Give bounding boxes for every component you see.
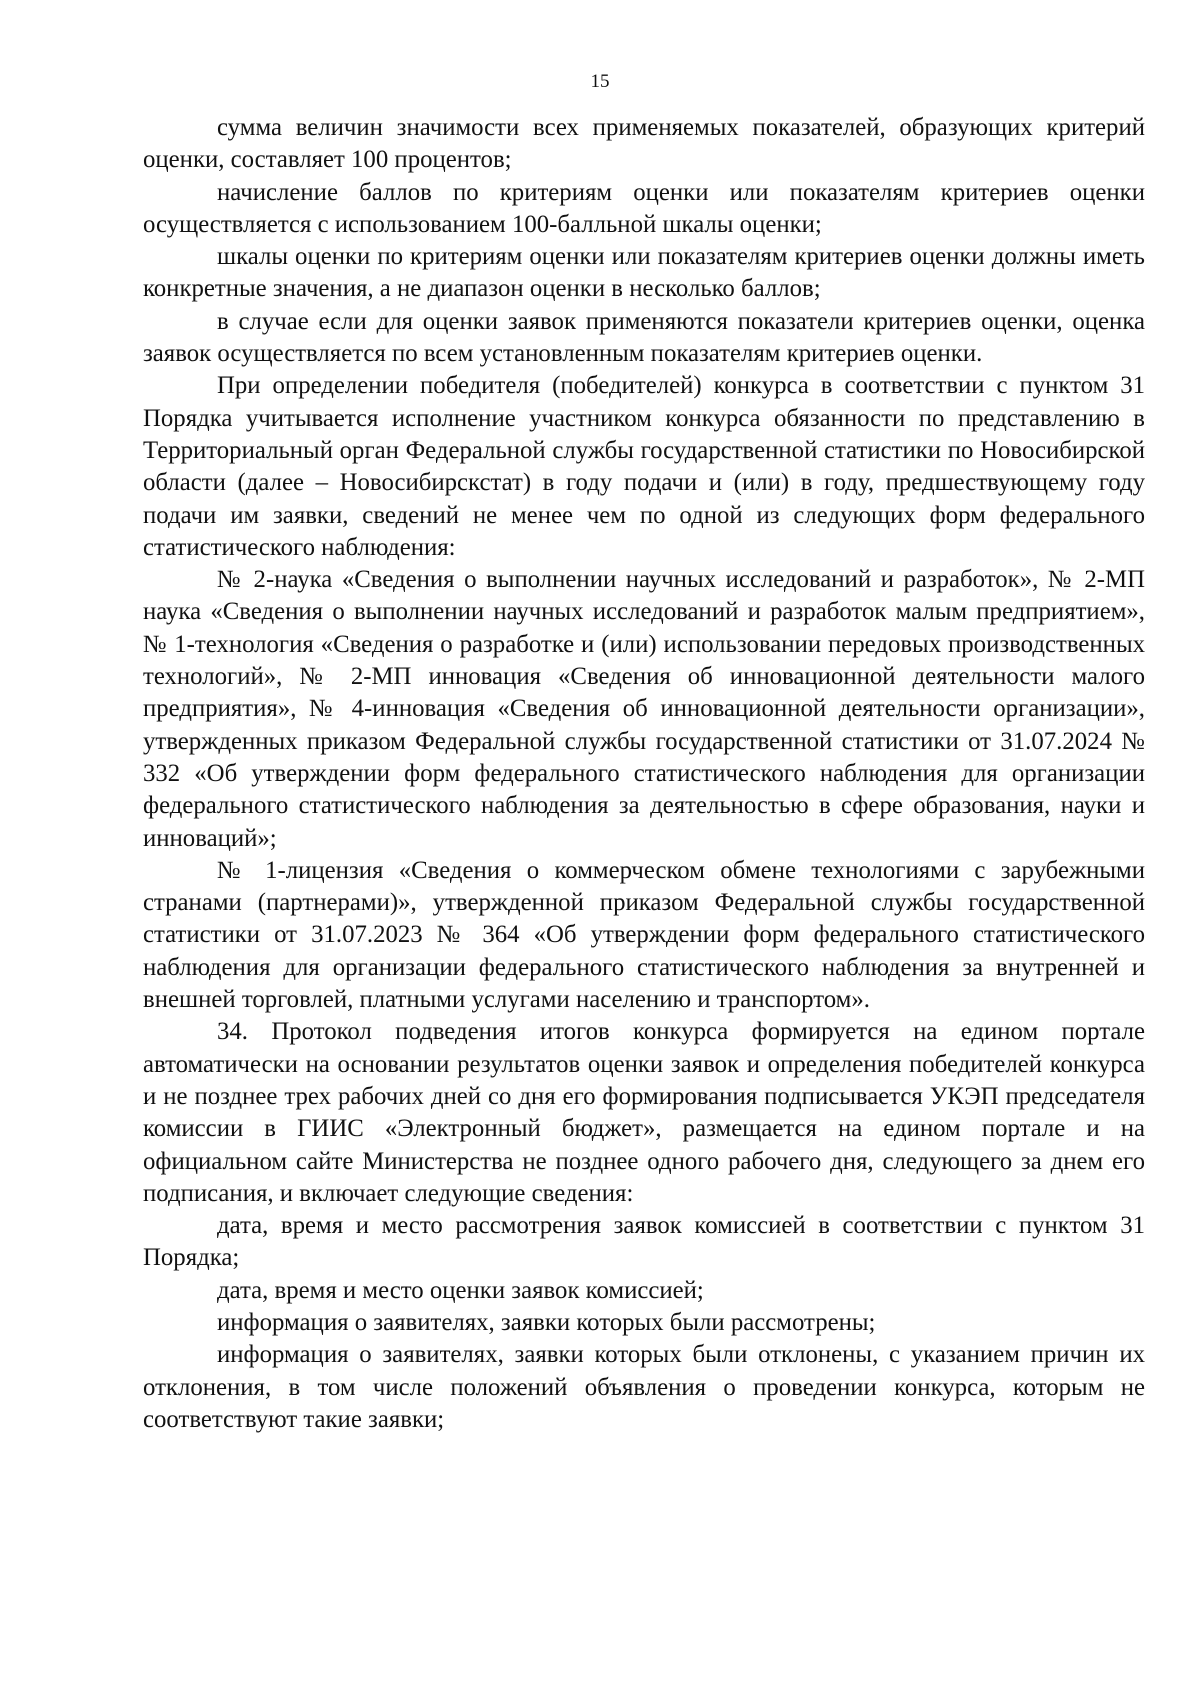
paragraph-5: При определении победителя (победителей) конкурса в соответствии с пунктом 31 Порядка учитывается исполнение участником конкурса обязанности по представлению в Территориальный орган Федеральной службы государственной статистики по Новосибирской области (далее – Новосибирскстат) в году подачи и (или) в году, предшествующему году подачи им заявки, сведений не менее чем по одной из следующих форм федерального статистического наблюдения: bbox=[143, 372, 1145, 561]
paragraph-6: № 2-наука «Сведения о выполнении научных исследований и разработок», № 2-МП наука «Сведения о выполнении научных исследований и разработок малым предприятием», № 1-технология «Сведения о разработке и (или) использовании передовых производственных технологий», № 2-МП инновация «Сведения об инновационной деятельности малого предприятия», № 4-инновация «Сведения об инновационной деятельности организации», утвержденных приказом Федеральной службы государственной статистики от 31.07.2024 № 332 «Об утверждении форм федерального статистического наблюдения для организации федерального статистического наблюдения за деятельностью в сфере образования, науки и инноваций»; bbox=[143, 566, 1145, 852]
paragraph-2: начисление баллов по критериям оценки или показателям критериев оценки осуществляется с использованием 100-балльной шкалы оценки; bbox=[143, 178, 1145, 238]
paragraph-10: дата, время и место оценки заявок комиссией; bbox=[217, 1276, 704, 1304]
paragraph-4: в случае если для оценки заявок применяются показатели критериев оценки, оценка заявок осуществляется по всем установленным показателям критериев оценки. bbox=[143, 307, 1145, 368]
paragraph-3: шкалы оценки по критериям оценки или показателям критериев оценки должны иметь конкретные значения, а не диапазон оценки в несколько баллов; bbox=[143, 243, 1145, 303]
page-number: 15 bbox=[590, 71, 610, 92]
paragraph-7: № 1-лицензия «Сведения о коммерческом обмене технологиями с зарубежными странами (партнерами)», утвержденной приказом Федеральной службы государственной статистики от 31.07.2023 № 364 «Об утверждении форм федерального статистического наблюдения для организации федерального статистического наблюдения за внутренней и внешней торговлей, платными услугами населению и транспортом». bbox=[143, 856, 1145, 1014]
paragraph-8: 34. Протокол подведения итогов конкурса формируется на едином портале автоматически на основании результатов оценки заявок и определения победителей конкурса и не позднее трех рабочих дней со дня его формирования подписывается УКЭП председателя комиссии в ГИИС «Электронный бюджет», размещается на едином портале и на официальном сайте Министерства не позднее одного рабочего дня, следующего за днем его подписания, и включает следующие сведения: bbox=[143, 1018, 1145, 1207]
document-body bbox=[143, 112, 1145, 1436]
paragraph-9: дата, время и место рассмотрения заявок комиссией в соответствии с пунктом 31 Порядка; bbox=[143, 1212, 1145, 1272]
paragraph-11: информация о заявителях, заявки которых были рассмотрены; bbox=[217, 1308, 876, 1336]
paragraph-1: сумма величин значимости всех применяемых показателей, образующих критерий оценки, составляет 100 процентов; bbox=[143, 114, 1145, 174]
paragraph-12: информация о заявителях, заявки которых были отклонены, с указанием причин их отклонения, в том числе положений объявления о проведении конкурса, которым не соответствуют такие заявки; bbox=[143, 1341, 1145, 1433]
